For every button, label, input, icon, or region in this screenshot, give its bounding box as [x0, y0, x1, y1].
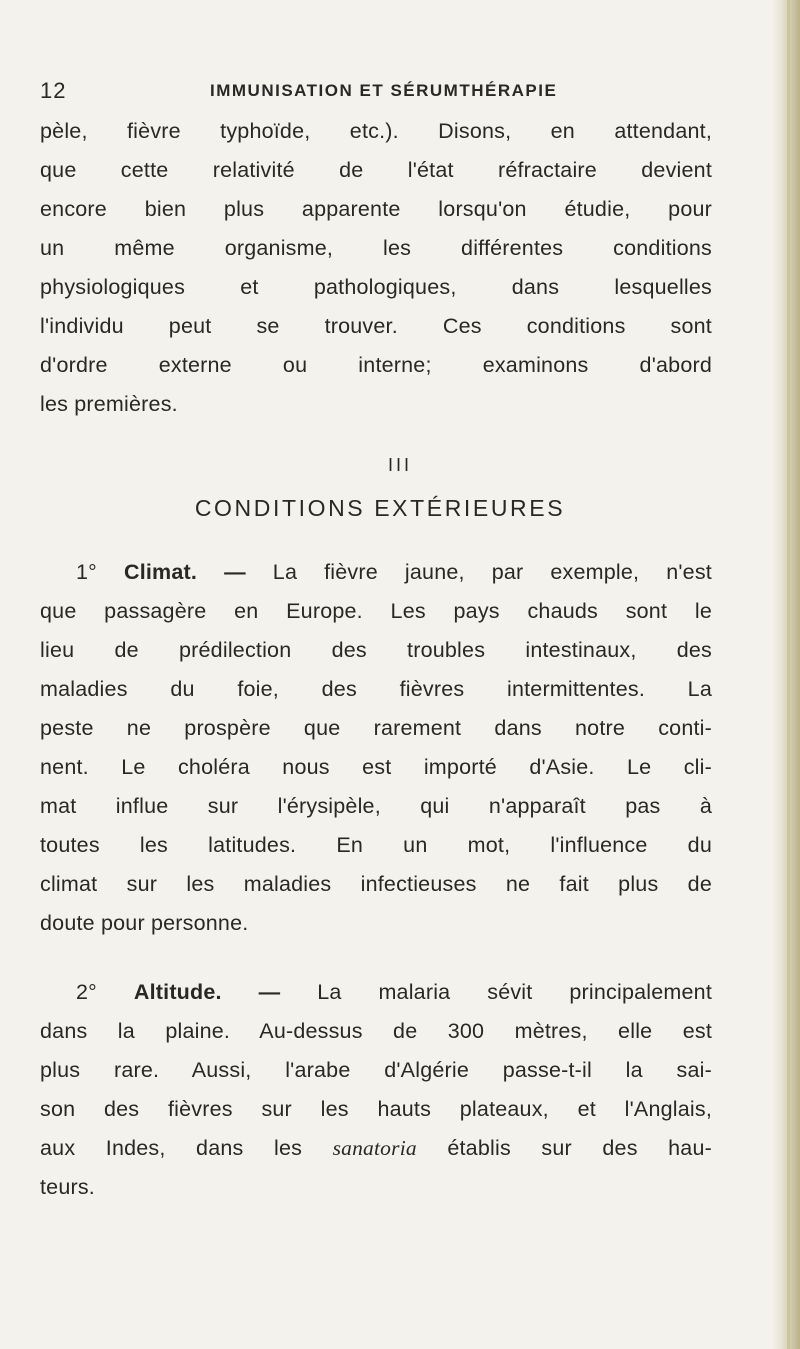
text-line: encore bien plus apparente lorsqu'on étudie, pour [40, 197, 712, 221]
page-edge-shadow [772, 0, 800, 1349]
item-number: 1° [76, 560, 97, 584]
text-segment: aux Indes, dans les [40, 1136, 303, 1160]
text-line: que cette relativité de l'état réfractaire devient [40, 158, 712, 182]
text-line: plus rare. Aussi, l'arabe d'Algérie passe-t-il la sai- [40, 1058, 712, 1082]
text-line: que passagère en Europe. Les pays chauds sont le [40, 599, 712, 623]
section-number: III [387, 455, 412, 475]
text-line: physiologiques et pathologiques, dans lesquelles [40, 275, 712, 299]
text-line: l'individu peut se trouver. Ces conditions sont [40, 314, 712, 338]
paragraph-altitude [40, 973, 712, 1207]
text-segment: établis sur des hau- [447, 1136, 712, 1160]
text-line: dans la plaine. Au-dessus de 300 mètres, elle est [40, 1019, 712, 1043]
text-line: son des fièvres sur les hauts plateaux, et l'Anglais, [40, 1097, 712, 1121]
item-text: La fièvre jaune, par exemple, n'est [272, 560, 712, 584]
text-line: pèle, fièvre typhoïde, etc.). Disons, en attendant, [40, 119, 712, 143]
text-line: les premières. [40, 392, 178, 416]
text-line: un même organisme, les différentes conditions [40, 236, 712, 260]
item-heading: Climat. — [123, 560, 246, 584]
paragraph-intro [40, 112, 712, 424]
paragraph-climat [40, 553, 712, 943]
page-binding-line [787, 0, 790, 1349]
running-title: IMMUNISATION ET SÉRUMTHÉRAPIE [210, 81, 558, 100]
page-number: 12 [40, 78, 67, 103]
text-line [40, 553, 712, 592]
text-line: nent. Le choléra nous est importé d'Asie. Le cli- [40, 755, 712, 779]
text-line: lieu de prédilection des troubles intestinaux, des [40, 638, 712, 662]
italic-term: sanatoria [332, 1136, 417, 1160]
text-line: mat influe sur l'érysipèle, qui n'apparaît pas à [40, 794, 712, 818]
text-line [40, 973, 712, 1012]
text-line: climat sur les maladies infectieuses ne fait plus de [40, 872, 712, 896]
text-line [40, 1129, 712, 1168]
section-title: CONDITIONS EXTÉRIEURES [194, 495, 566, 521]
text-line: toutes les latitudes. En un mot, l'influence du [40, 833, 712, 857]
text-line: doute pour personne. [40, 911, 249, 935]
text-line: peste ne prospère que rarement dans notre conti- [40, 716, 712, 740]
page-header [40, 78, 740, 108]
text-line: maladies du foie, des fièvres intermittentes. La [40, 677, 712, 701]
item-text: La malaria sévit principalement [317, 980, 712, 1004]
text-line: d'ordre externe ou interne; examinons d'abord [40, 353, 712, 377]
item-heading: Altitude. — [133, 980, 281, 1004]
item-number: 2° [76, 980, 97, 1004]
text-line: teurs. [40, 1175, 95, 1199]
